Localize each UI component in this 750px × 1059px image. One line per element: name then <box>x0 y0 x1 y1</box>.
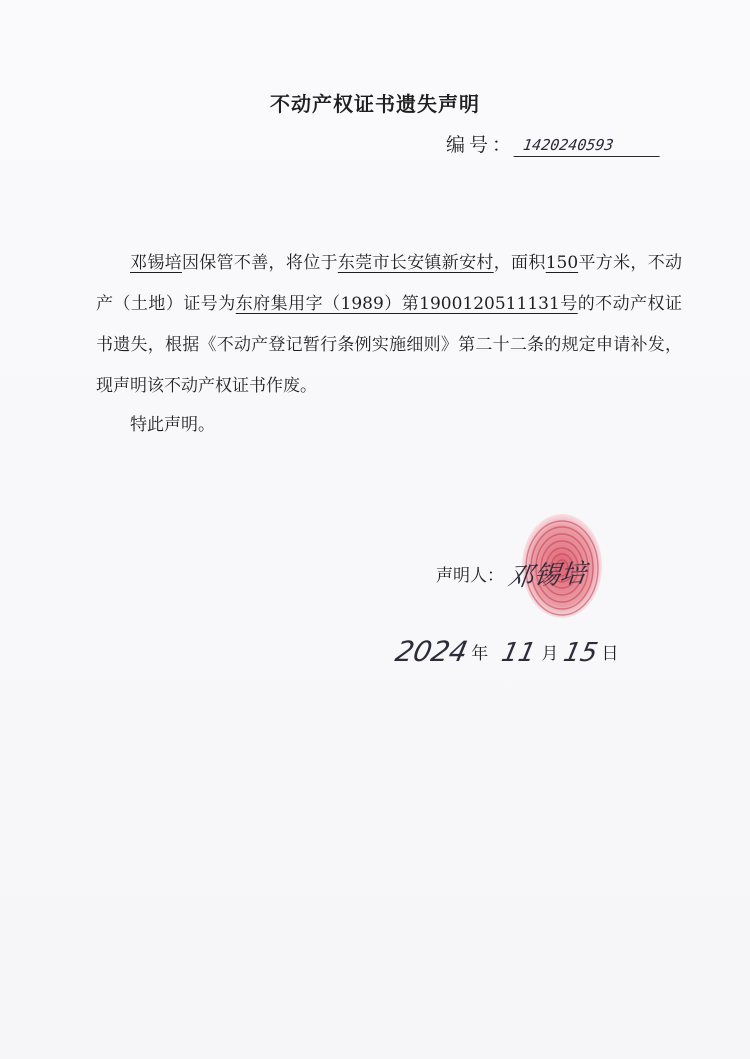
property-location: 东莞市长安镇新安村 <box>337 253 494 273</box>
document-title: 不动产权证书遗失声明 <box>270 92 480 116</box>
owner-name: 邓锡培 <box>130 253 182 273</box>
date-day-unit: 日 <box>601 644 619 664</box>
date-month: 11 <box>499 638 539 668</box>
date-year: 2024 <box>392 635 471 668</box>
declarant-label: 声明人： <box>436 566 504 586</box>
certificate-number: 东府集用字（1989）第1900120511131号 <box>235 294 578 314</box>
body-text-2: ，面积 <box>493 253 546 273</box>
date-day: 15 <box>561 638 601 668</box>
body-text-1: 因保管不善，将位于 <box>181 253 338 273</box>
serial-number-row <box>446 130 661 157</box>
declaration-body <box>96 243 682 407</box>
body-text-4: 的不动产权证书遗失，根据《不动产登记暂行条例实施细则》第二十二条的规定申请补发，现声明该不动产权证书作废。 <box>96 294 683 396</box>
handwritten-signature: 邓锡培 <box>505 558 588 594</box>
date-year-unit: 年 <box>471 644 489 664</box>
closing-statement: 特此声明。 <box>130 415 215 435</box>
date-row <box>392 635 619 668</box>
declaration-paragraph <box>96 243 682 407</box>
serial-value-handwritten: 1420240593 <box>514 136 663 157</box>
declarant-row <box>436 555 586 592</box>
body-text-3: 平方米，不动产（土地）证号为 <box>96 253 683 314</box>
serial-label: 编号： <box>446 134 516 156</box>
date-month-unit: 月 <box>541 644 559 664</box>
property-area: 150 <box>545 253 579 273</box>
